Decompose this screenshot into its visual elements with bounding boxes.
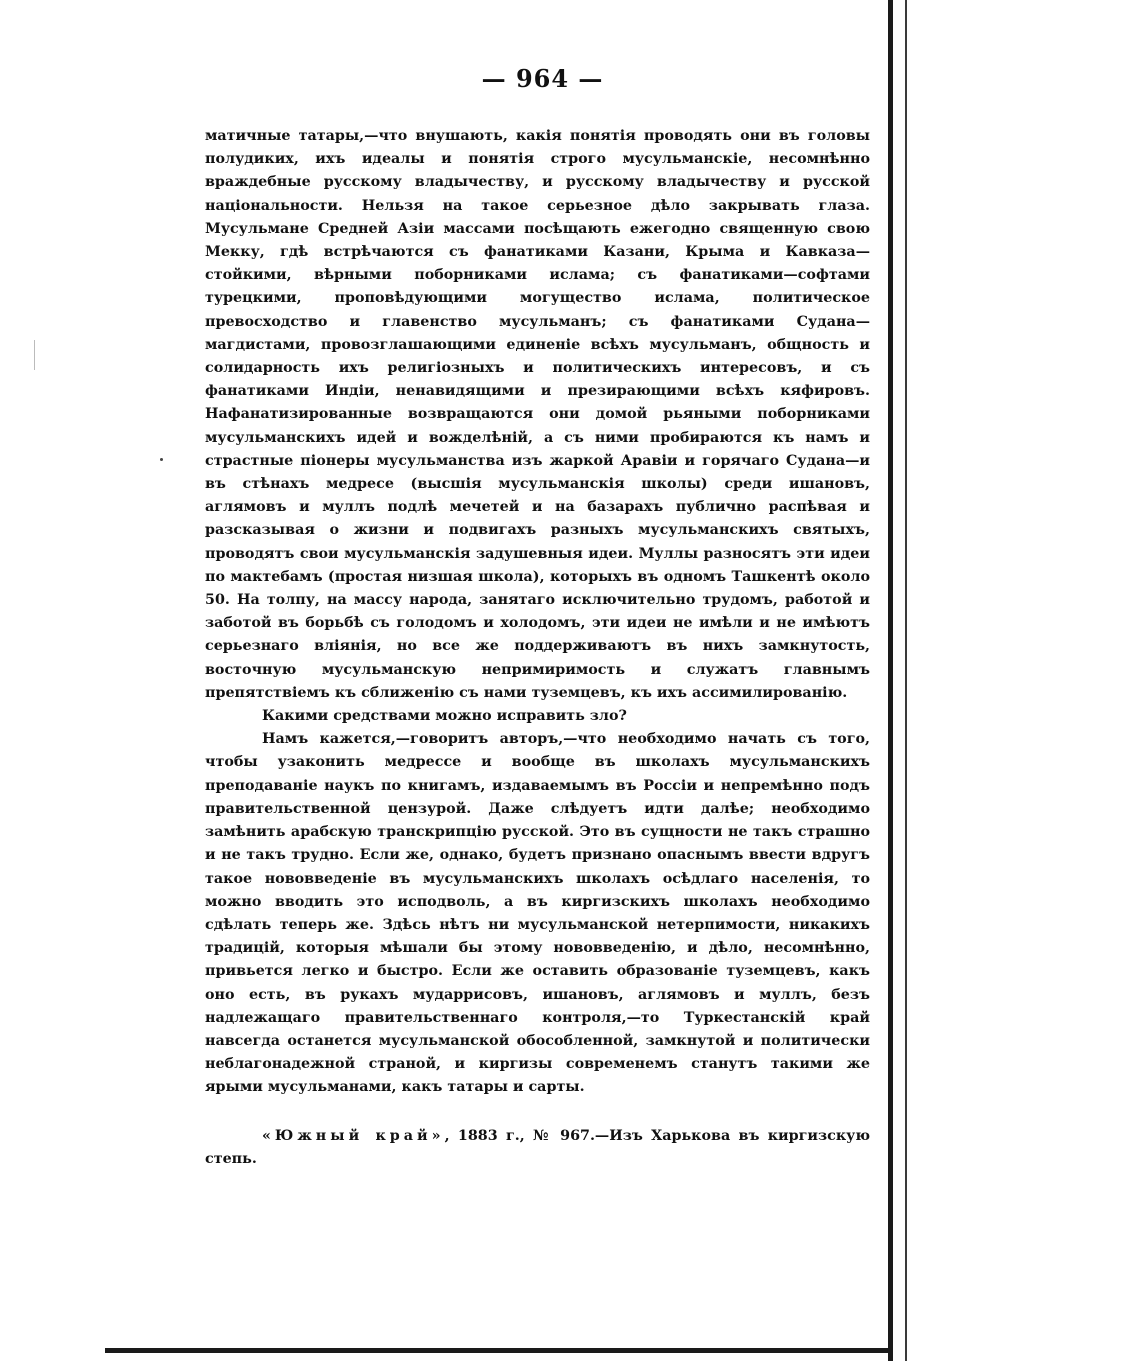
source-details: , 1883 г., № 967.—Изъ Харькова въ киргизскую степь. [205, 1127, 870, 1167]
paragraph-continuation: матичные татары,—что внушають, какія понятія проводять они въ головы полудиких, ихъ идеалы и понятія строго мусульманскіе, несомнѣнно враждебные русскому владычеству, и русскому владычеству и русской національности. Нельзя на такое серьезное дѣло закрывать глаза. Мусульмане Средней Азіи массами посѣщають ежегодно священную свою Мекку, гдѣ встрѣчаются съ фанатиками Казани, Крыма и Кавказа—стойкими, вѣрными поборниками ислама; съ фанатиками—софтами турецкими, проповѣдующими могущество ислама, политическое превосходство и главенство мусульманъ; съ фанатиками Судана—магдистами, провозглашающими единеніе всѣхъ мусульманъ, общность и солидарность ихъ религіозныхъ и политическихъ интересовъ, и съ фанатиками Индіи, ненавидящими и презирающими всѣхъ кяфировъ. Нафанатизированные возвращаются они домой рьяными поборниками мусульманскихъ идей и вожделѣній, а съ ними пробираются къ намъ и страстные піонеры мусульманства изъ жаркой Аравіи и горячаго Судана—и въ стѣнахъ медресе (высшія мусульманскія школы) среди ишановъ, аглямовъ и муллъ подлѣ мечетей и на базарахъ публично распѣвая и разсказывая о жизни и подвигахъ разныхъ мусульманскихъ святыхъ, проводятъ свои мусульманскія задушевныя идеи. Муллы разносятъ эти идеи по мактебамъ (простая низшая школа), которыхъ въ одномъ Ташкентѣ около 50. На толпу, на массу народа, занятаго исключительно трудомъ, работой и заботой въ борьбѣ съ голодомъ и холодомъ, эти идеи не имѣли и не имѣютъ серьезнаго вліянія, но все же поддерживаютъ въ нихъ замкнутость, восточную мусульманскую непримиримость и служатъ главнымъ препятствіемъ къ сближенію съ нами туземцевъ, къ ихъ ассимилированію. [205, 128, 870, 701]
paragraph-author-proposal: Намъ кажется,—говоритъ авторъ,—что необходимо начать съ того, чтобы узаконить медрессе и вообще въ школахъ мусульманскихъ преподаваніе наукъ по книгамъ, издаваемымъ въ Россіи и непремѣнно подъ правительственной цензурой. Даже слѣдуетъ идти далѣе; необходимо замѣнить арабскую транскрипцію русской. Это въ сущности не такъ страшно и не такъ трудно. Если же, однако, будетъ признано опаснымъ ввести вдругъ такое нововведеніе въ мусульманскихъ школахъ осѣдлаго населенія, то можно вводить это исподволь, а въ киргизскихъ школахъ необходимо сдѣлать теперь же. Здѣсь нѣтъ ни мусульманской нетерпимости, никакихъ традицій, которыя мѣшали бы этому нововведенію, и дѣло, несомнѣнно, привьется легко и быстро. Если же оставить образованіе туземцевъ, какъ оно есть, въ рукахъ мударрисовъ, ишановъ, аглямовъ и муллъ, безъ надлежащаго правительственнаго контроля,—то Туркестанскій край навсегда останется мусульманской обособленной, замкнутой и политически неблагонадежной страной, и киргизы современемъ станутъ такими же ярыми мусульманами, какъ татары и сарты. [205, 731, 870, 1096]
source-citation [205, 1125, 870, 1171]
scan-speck [160, 458, 163, 461]
binding-edge-rule [888, 0, 893, 1361]
article-text [205, 125, 870, 1171]
source-newspaper-title: «Южный край» [262, 1127, 445, 1144]
paragraph-question: Какими средствами можно исправить зло? [262, 708, 627, 725]
scan-speck [34, 340, 35, 370]
page-number: — 964 — [481, 64, 604, 93]
bottom-edge-rule [105, 1348, 890, 1353]
page-edge-line [905, 0, 907, 1361]
